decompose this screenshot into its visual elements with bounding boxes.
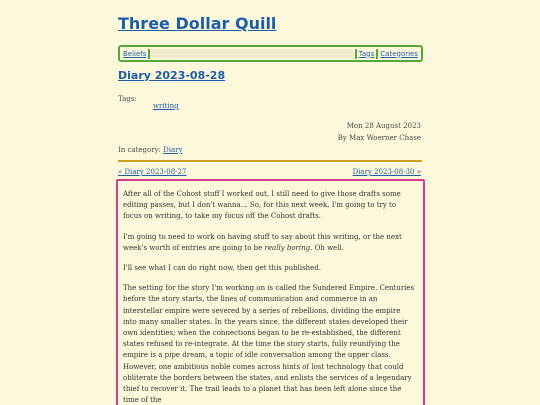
content-emphasis: really boring [264, 243, 311, 252]
nav-spacer [151, 49, 353, 58]
category-link[interactable]: Diary [163, 146, 183, 154]
nav-tags-link[interactable]: Tags [358, 49, 375, 58]
tag-link-writing[interactable]: writing [153, 102, 179, 110]
tags-label: Tags: [118, 95, 137, 103]
category-label: In category: [118, 146, 161, 154]
content-text: . Oh well. [310, 243, 344, 252]
site-title-link[interactable]: Three Dollar Quill [118, 14, 277, 33]
content-paragraph [123, 232, 415, 254]
nav-separator [148, 49, 150, 59]
category-line [118, 146, 182, 154]
content-paragraph: After all of the Cohost stuff I worked out, I still need to give those drafts some editing passes, but I don't wanna… So, for this next week, I'm going to try to focus on writing, to take my focus off the Cohost drafts. [123, 190, 401, 221]
post-content [116, 179, 425, 405]
divider-rule [118, 160, 422, 162]
post-author: By Max Woerner Chase [337, 134, 421, 142]
post-date: Mon 28 August 2023 [346, 122, 421, 130]
content-paragraph: The setting for the story I'm working on is called the Sundered Empire. Centuries before the story starts, the lines of communication and commerce in an interstellar empire were severed by a series of rebellions, dividing the empire into many smaller states. In the years since, the different states developed their own identities; when the connections began to be re-established, the different states refused to re-integrate. At the time the story starts, fully reunifying the empire is a pipe dream, a topic of idle conversation among the upper class. However, one ambitious noble comes across hints of lost technology that could obliterate the borders between the states, and enlists the services of a legendary thief to recover it. The trail leads to a planet that has been left alone since the time of the [123, 284, 415, 405]
content-paragraph: I'll see what I can do right now, then get this published. [123, 264, 322, 273]
prev-post-link[interactable]: « Diary 2023-08-27 [118, 168, 187, 176]
post-title-link[interactable]: Diary 2023-08-28 [118, 69, 226, 82]
next-post-link[interactable]: Diary 2023-08-30 » [352, 168, 421, 176]
content-text: I'm going to need to work on having stuff to say about this writing, or the next week's worth of entries are going to be [123, 232, 402, 252]
nav-categories-link[interactable]: Categories [380, 49, 418, 58]
navbar [118, 45, 423, 62]
nav-beliefs-link[interactable]: Beliefs [123, 49, 147, 58]
